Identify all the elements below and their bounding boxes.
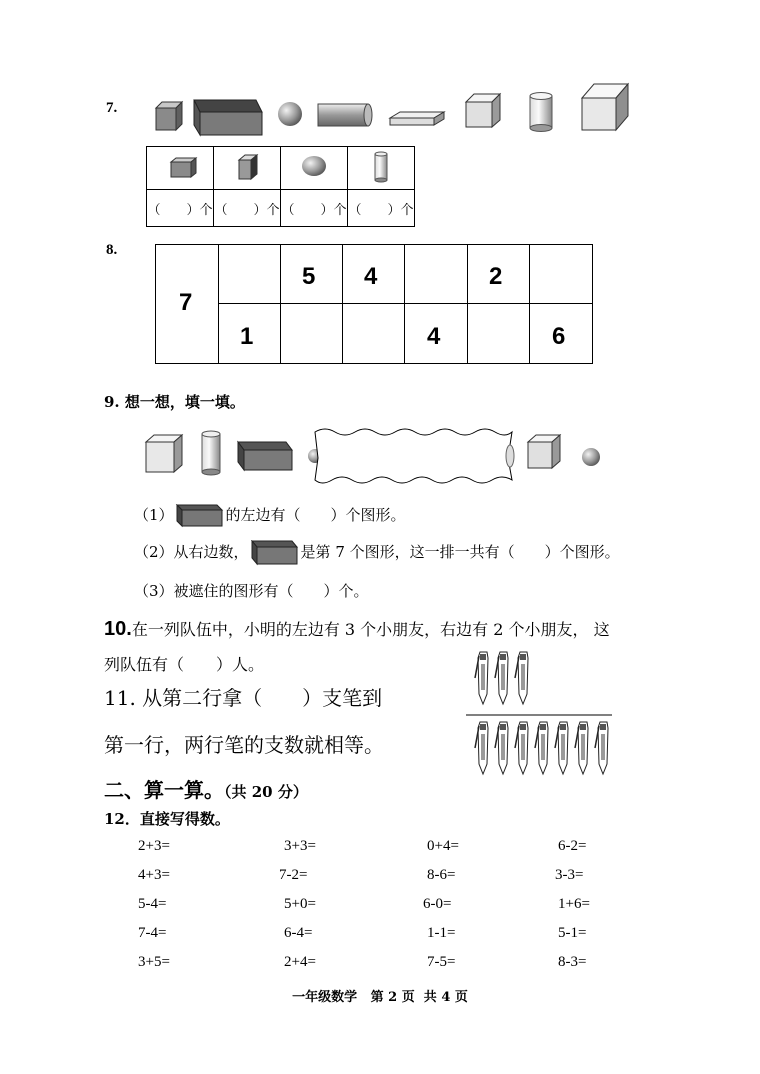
calc-item[interactable]: 6-0= bbox=[423, 896, 452, 912]
item2-prefix: （2）从右边数， bbox=[134, 543, 249, 561]
calc-item[interactable]: 7-2= bbox=[279, 867, 308, 883]
cube-icon bbox=[466, 94, 500, 127]
pen-icon bbox=[575, 722, 588, 774]
blank-cell[interactable]: （ ）个 bbox=[281, 190, 348, 227]
calc-item[interactable]: 6-4= bbox=[284, 925, 313, 941]
q10-line2: 列队伍有（ ）人。 bbox=[104, 655, 265, 674]
row1-pens bbox=[475, 652, 528, 704]
calc-item[interactable]: 1-1= bbox=[427, 925, 456, 941]
q8-number: 8. bbox=[106, 242, 118, 258]
pen-icon bbox=[475, 652, 488, 704]
q11-line1: 11. 从第二行拿（ ）支笔到 bbox=[104, 686, 383, 710]
q11-line2: 第一行，两行笔的支数就相等。 bbox=[104, 733, 384, 757]
q10-line1 bbox=[104, 617, 610, 641]
q9-title: 9. 想一想，填一填。 bbox=[104, 393, 245, 411]
calc-item[interactable]: 3+5= bbox=[138, 954, 170, 970]
pen-icon bbox=[475, 722, 488, 774]
vertical-cylinder-icon bbox=[530, 93, 552, 132]
cube-icon bbox=[214, 147, 280, 185]
pen-icon bbox=[515, 722, 528, 774]
pen-icon bbox=[515, 652, 528, 704]
q9-item2 bbox=[134, 540, 620, 566]
grid-cell-bottom: 6 bbox=[552, 323, 566, 350]
sphere-icon bbox=[278, 102, 302, 126]
section2-heading bbox=[104, 774, 308, 803]
flat-cuboid-icon bbox=[390, 112, 444, 125]
calc-item[interactable]: 7-4= bbox=[138, 925, 167, 941]
q9-item1 bbox=[134, 504, 406, 528]
large-cuboid-icon bbox=[194, 100, 262, 135]
vertical-cylinder-icon bbox=[202, 431, 220, 475]
q9-item3: （3）被遮住的图形有（ ）个。 bbox=[134, 582, 369, 600]
cover-cloth-icon bbox=[315, 429, 514, 483]
calc-item[interactable]: 5-1= bbox=[558, 925, 587, 941]
sphere-header-cell bbox=[281, 147, 348, 190]
cube-icon bbox=[528, 435, 560, 468]
grid-start-number: 7 bbox=[179, 289, 193, 316]
q10-number: 10. bbox=[104, 618, 132, 640]
grid-cell-top: 5 bbox=[302, 263, 316, 290]
item1-prefix: （1） bbox=[134, 506, 174, 524]
q8-number-grid bbox=[155, 244, 593, 364]
pen-icon bbox=[535, 722, 548, 774]
cuboid-icon bbox=[174, 504, 226, 528]
blank-cell[interactable]: （ ）个 bbox=[348, 190, 415, 227]
q7-shapes-row bbox=[150, 80, 640, 140]
grid-cell-top: 2 bbox=[489, 263, 503, 290]
q9-shapes-row bbox=[140, 422, 610, 484]
item2-suffix: 是第 7 个图形，这一排一共有（ ）个图形。 bbox=[300, 543, 620, 561]
cuboid-header-cell bbox=[147, 147, 214, 190]
cuboid-icon bbox=[249, 540, 301, 566]
cube-header-cell bbox=[214, 147, 281, 190]
cuboid-icon bbox=[147, 147, 213, 185]
calc-item[interactable]: 4+3= bbox=[138, 867, 170, 883]
calc-item[interactable]: 6-2= bbox=[558, 838, 587, 854]
cube-icon bbox=[146, 435, 182, 472]
calc-item[interactable]: 8-3= bbox=[558, 954, 587, 970]
pen-icon bbox=[495, 722, 508, 774]
blank-cell[interactable]: （ ）个 bbox=[214, 190, 281, 227]
q7-count-table bbox=[146, 146, 415, 227]
grid-cell-bottom: 4 bbox=[427, 323, 441, 350]
cuboid-icon bbox=[238, 442, 292, 470]
q7-number: 7. bbox=[106, 100, 118, 116]
calc-item[interactable]: 8-6= bbox=[427, 867, 456, 883]
cylinder-icon bbox=[348, 147, 414, 185]
page-footer: 一年级数学 第 2 页 共 4 页 bbox=[292, 990, 468, 1005]
blank-cell[interactable]: （ ）个 bbox=[147, 190, 214, 227]
calc-item[interactable]: 0+4= bbox=[427, 838, 459, 854]
section2-points: （共 20 分） bbox=[224, 783, 308, 801]
calc-item[interactable]: 3-3= bbox=[555, 867, 584, 883]
pen-icon bbox=[555, 722, 568, 774]
sphere-icon bbox=[281, 147, 347, 185]
q10-text: 在一列队伍中，小明的左边有 3 个小朋友，右边有 2 个小朋友， 这 bbox=[131, 620, 610, 639]
small-cube-icon bbox=[156, 102, 182, 130]
pen-icon bbox=[595, 722, 608, 774]
grid-cell-top: 4 bbox=[364, 263, 378, 290]
large-cube-icon bbox=[582, 84, 628, 130]
calc-item[interactable]: 5-4= bbox=[138, 896, 167, 912]
sphere-icon bbox=[582, 448, 600, 466]
grid-cell-bottom: 1 bbox=[240, 323, 254, 350]
q11-pens-illustration bbox=[464, 650, 614, 780]
section2-title: 二、算一算。 bbox=[104, 778, 224, 802]
calc-item[interactable]: 2+3= bbox=[138, 838, 170, 854]
row2-pens bbox=[475, 722, 608, 774]
q12-title: 12．直接写得数。 bbox=[104, 810, 230, 828]
grid-divider bbox=[218, 303, 592, 304]
cylinder-header-cell bbox=[348, 147, 415, 190]
item1-suffix: 的左边有（ ）个图形。 bbox=[225, 506, 406, 524]
horizontal-cylinder-icon bbox=[318, 104, 372, 126]
calc-item[interactable]: 5+0= bbox=[284, 896, 316, 912]
calc-item[interactable]: 2+4= bbox=[284, 954, 316, 970]
calc-item[interactable]: 1+6= bbox=[558, 896, 590, 912]
pen-icon bbox=[495, 652, 508, 704]
calc-item[interactable]: 3+3= bbox=[284, 838, 316, 854]
calc-item[interactable]: 7-5= bbox=[427, 954, 456, 970]
